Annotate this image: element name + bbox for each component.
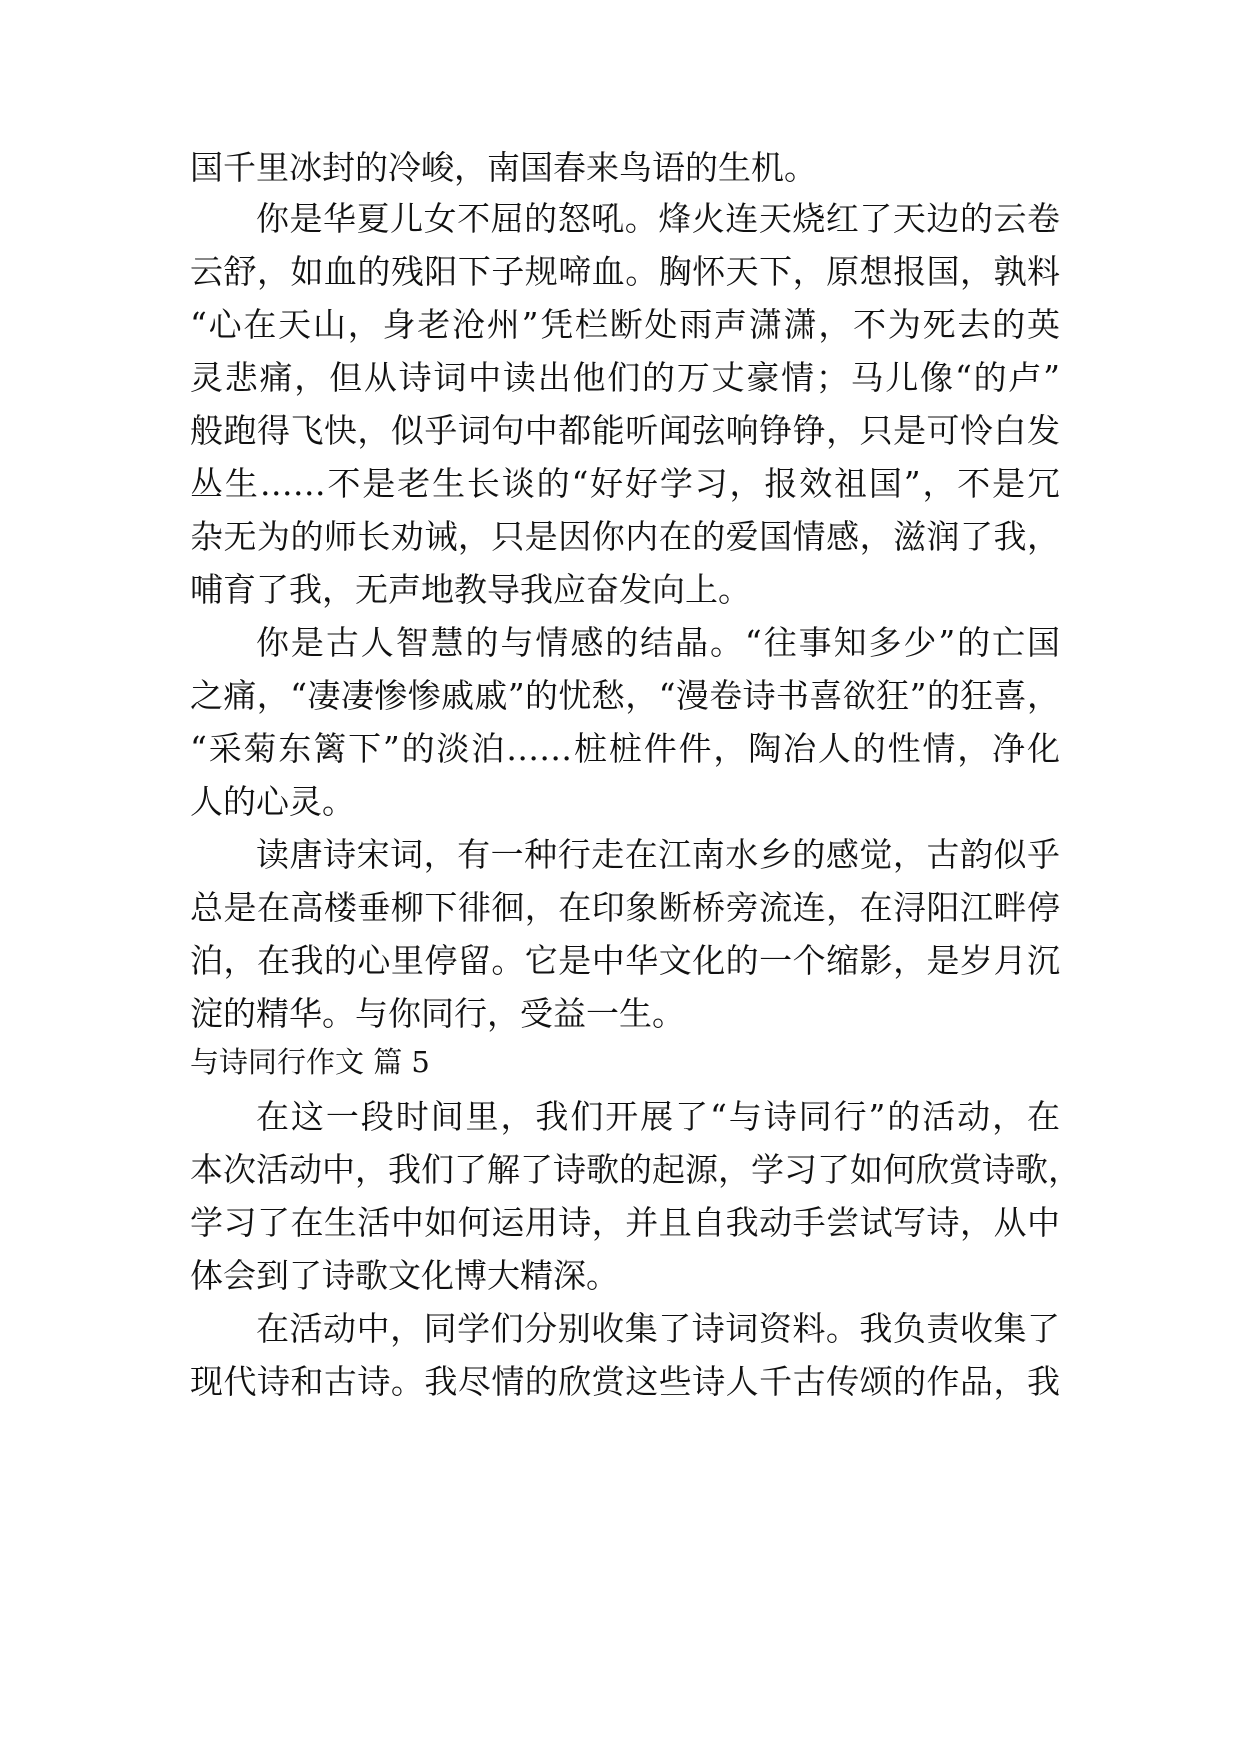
paragraph-line: 学习了在生活中如何运用诗，并且自我动手尝试写诗，从中 bbox=[190, 1203, 1060, 1242]
paragraph-line: 现代诗和古诗。我尽情的欣赏这些诗人千古传颂的作品，我 bbox=[190, 1362, 1060, 1401]
paragraph-line: 灵悲痛，但从诗词中读出他们的万丈豪情；马儿像“的卢” bbox=[190, 358, 1060, 397]
paragraph-line: 之痛，“凄凄惨惨戚戚”的忧愁，“漫卷诗书喜欲狂”的狂喜， bbox=[190, 676, 1060, 715]
paragraph-line: “心在天山，身老沧州”凭栏断处雨声潇潇，不为死去的英 bbox=[190, 305, 1060, 344]
section-heading: 与诗同行作文 篇 5 bbox=[190, 1045, 430, 1079]
paragraph-line: 在这一段时间里，我们开展了“与诗同行”的活动，在 bbox=[256, 1097, 1060, 1136]
paragraph-line: 泊，在我的心里停留。它是中华文化的一个缩影，是岁月沉 bbox=[190, 941, 1060, 980]
paragraph-line: 淀的精华。与你同行，受益一生。 bbox=[190, 994, 685, 1033]
paragraph-line: 人的心灵。 bbox=[190, 782, 355, 821]
paragraph-line: 杂无为的师长劝诫，只是因你内在的爱国情感，滋润了我， bbox=[190, 517, 1060, 556]
paragraph-line: 云舒，如血的残阳下子规啼血。胸怀天下，原想报国，孰料 bbox=[190, 252, 1060, 291]
paragraph-line: “采菊东篱下”的淡泊……桩桩件件，陶冶人的性情，净化 bbox=[190, 729, 1060, 768]
paragraph-line: 你是古人智慧的与情感的结晶。“往事知多少”的亡国 bbox=[256, 623, 1060, 662]
paragraph-line: 在活动中，同学们分别收集了诗词资料。我负责收集了 bbox=[256, 1309, 1060, 1348]
paragraph-line: 哺育了我，无声地教导我应奋发向上。 bbox=[190, 570, 751, 609]
paragraph-line: 本次活动中，我们了解了诗歌的起源，学习了如何欣赏诗歌， bbox=[190, 1150, 1081, 1189]
paragraph-line: 般跑得飞快，似乎词句中都能听闻弦响铮铮，只是可怜白发 bbox=[190, 411, 1060, 450]
paragraph-line: 读唐诗宋词，有一种行走在江南水乡的感觉，古韵似乎 bbox=[256, 835, 1060, 874]
paragraph-line: 总是在高楼垂柳下徘徊，在印象断桥旁流连，在浔阳江畔停 bbox=[190, 888, 1060, 927]
paragraph-line: 你是华夏儿女不屈的怒吼。烽火连天烧红了天边的云卷 bbox=[256, 199, 1060, 238]
paragraph-line: 丛生……不是老生长谈的“好好学习，报效祖国”，不是冗 bbox=[190, 464, 1060, 503]
paragraph-line: 体会到了诗歌文化博大精深。 bbox=[190, 1256, 619, 1295]
paragraph-line: 国千里冰封的冷峻，南国春来鸟语的生机。 bbox=[190, 148, 817, 187]
